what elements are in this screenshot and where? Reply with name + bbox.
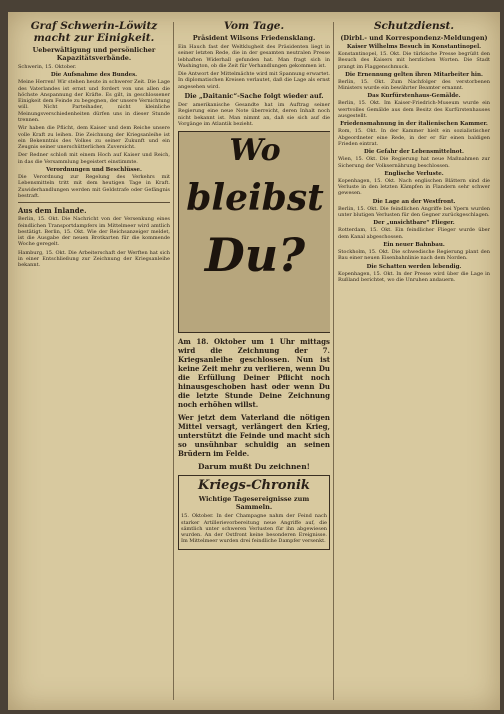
- news-paragraph: Konstantinopel, 15. Okt. Die türkische Presse begrüßt den Besuch des Kaisers mit herzlichen Worten. Die Stadt prangt im Flaggenschmuck.: [338, 51, 490, 70]
- dateline: Schwerin, 15. Oktober.: [18, 64, 77, 70]
- news-heading: Die Lage an der Westfront.: [372, 198, 456, 205]
- chronicle-subtitle: Wichtige Tagesereignisse zum Sammeln.: [198, 495, 310, 512]
- column-left: [18, 20, 170, 702]
- ad-text: Wer jetzt dem Vaterland die nötigen Mittel versagt, verlängert den Krieg, unterstützt die Feinde und macht sich so unsühnbar schuldig an seinen Brüdern im Felde.: [178, 413, 330, 459]
- newspaper-page: [8, 12, 500, 710]
- ad-title-word3: Du?: [204, 228, 306, 283]
- article-paragraph: Ein Hauch fast der Weltklugheit des Präsidenten liegt in seiner letzten Rede, die in der gesamten neutralen Presse lebhaften Widerhall gefunden hat. Man fragt sich in Washington, ob die Zeit für Verhandlungen gekommen ist.: [178, 44, 330, 69]
- news-paragraph: Kopenhagen, 15. Okt. In der Presse wird über die Lage in Rußland berichtet, wo die Unruhen andauern.: [338, 270, 490, 283]
- headline: Vom Tage.: [223, 20, 285, 32]
- news-heading: Die Schatten werden lebendig.: [366, 263, 462, 270]
- news-heading: Die Gefahr der Lebensmittelnot.: [364, 149, 464, 156]
- section-heading: Verordnungen und Beschlüsse.: [46, 167, 142, 174]
- article-paragraph: Berlin, 15. Okt. Die Nachricht von der Versenkung eines feindlichen Transportdampfers im Mittelmeer wird amtlich bestätigt. Berlin, 15. Okt. Wie der Reichsanzeiger meldet, ist die Ausgabe der neuen Brotkarten für die kommende Woche geregelt.: [18, 216, 170, 248]
- section-heading: Die Aufsnahme des Bundes.: [50, 72, 138, 79]
- news-paragraph: Kopenhagen, 15. Okt. Nach englischen Blättern sind die Verluste in den letzten Kämpfen in Flandern sehr schwer gewesen.: [338, 177, 490, 197]
- article-paragraph: Der amerikanische Gesandte hat im Auftrag seiner Regierung eine neue Note überreicht, deren Inhalt noch nicht bekannt ist. Man nimmt an, daß sie sich auf die Vorgänge im Atlantik bezieht.: [178, 102, 330, 127]
- chronicle-box: [178, 475, 330, 549]
- news-paragraph: Rom, 15. Okt. In der Kammer hielt ein sozialistischer Abgeordneter eine Rede, in der er für einen baldigen Frieden eintrat.: [338, 128, 490, 147]
- news-heading: Die Ernennung gelten ihren Mitarbeiter hin.: [345, 71, 483, 78]
- subheadline: Die „Daitanic“-Sache folgt wieder auf.: [184, 92, 324, 101]
- divider: [18, 202, 170, 203]
- news-heading: Ein neuer Bahnbau.: [383, 241, 445, 248]
- column-divider: [333, 22, 334, 700]
- news-heading: Das Kurfürstenhaus-Gemälde.: [367, 93, 461, 100]
- column-divider: [173, 22, 174, 700]
- section-heading: Aus dem Inlande.: [18, 206, 87, 216]
- news-paragraph: Rotterdam, 15. Okt. Ein feindlicher Flieger wurde über dem Kanal abgeschossen.: [338, 227, 490, 240]
- news-heading: Friedensmahnung in der italienischen Kammer.: [340, 121, 488, 128]
- column-middle: [178, 20, 330, 702]
- ad-title-word1: Wo: [229, 133, 281, 169]
- news-paragraph: Wien, 15. Okt. Die Regierung hat neue Maßnahmen zur Sicherung der Volksernährung beschlossen.: [338, 156, 490, 169]
- headline: Graf Schwerin-Löwitz: [30, 20, 158, 32]
- news-paragraph: Berlin, 15. Okt. Die feindlichen Angriffe bei Ypern wurden unter blutigen Verlusten für den Gegner zurückgeschlagen.: [338, 205, 490, 219]
- news-heading: Der „unsichtbare“ Flieger.: [373, 220, 455, 227]
- subheadline: (Dirbl.- und Korrespondenz-Meldungen): [340, 34, 488, 42]
- news-paragraph: Berlin, 15. Okt. Im Kaiser-Friedrich-Museum wurde ein wertvolles Gemälde aus dem Besitz des Kurfürstenhauses ausgestellt.: [338, 100, 490, 120]
- chronicle-text: 15. Oktober. In der Champagne nahm der Feind nach starker Artillerievorbereitung neue Angriffe auf, die sämtlich unter schweren Verlusten für ihn abgewiesen wurden. An der Ostfront keine besonderen Ereignisse. Im Mittelmeer wurden drei feindliche Dampfer versenkt.: [181, 513, 327, 545]
- headline-line2: macht zur Einigkeit.: [33, 32, 155, 44]
- article-paragraph: Meine Herren! Wir stehen heute in schwerer Zeit. Die Lage des Vaterlandes ist ernst und fordert von uns allen die höchste Anspannung der Kräfte. Es gilt, in geschlossener Einigkeit dem Feinde zu begegnen, der unsere Vernichtung will. Nicht Parteihader, nicht kleinliche Meinungsverschiedenheiten dürfen uns in dieser Stunde trennen.: [18, 79, 170, 123]
- article-paragraph: Die Verordnung zur Regelung des Verkehrs mit Lebensmitteln tritt mit dem heutigen Tage in Kraft. Zuwiderhandlungen werden mit Geldstrafe oder Gefängnis bestraft.: [18, 174, 170, 199]
- article-paragraph: Wir haben die Pflicht, dem Kaiser und dem Reiche unsere volle Kraft zu leihen. Die Zeichnung der Kriegsanleihe ist ein Bekenntnis des Volkes zu seiner Zukunft und ein Zeugnis seiner unerschütterlichen Zuversicht.: [18, 125, 170, 151]
- chronicle-title: Kriegs-Chronik: [198, 478, 310, 494]
- war-bond-advertisement: [178, 131, 330, 333]
- news-heading: Kaiser Wilhelms Besuch in Konstantinopel.: [346, 44, 482, 50]
- article-paragraph: Hamburg, 15. Okt. Die Arbeiterschaft der Werften hat sich in einer Entschließung zur Zeichnung der Kriegsanleihe bekannt.: [18, 249, 170, 269]
- headline: Schutzdienst.: [373, 20, 455, 32]
- intro-line: Ueberwältigung und persönlicher Kapazitätsverbände.: [32, 46, 156, 62]
- news-paragraph: Stockholm, 15. Okt. Die schwedische Regierung plant den Bau einer neuen Eisenbahnlinie nach dem Norden.: [338, 248, 490, 262]
- subheadline: Präsident Wilsons Friedensklang.: [192, 34, 316, 42]
- news-heading: Englische Verluste.: [384, 170, 444, 177]
- ad-text: Am 18. Oktober um 1 Uhr mittags wird die Zeichnung der 7. Kriegsanleihe geschlossen. Nun ist keine Zeit mehr zu verlieren, wenn Du die Erfüllung Deiner Pflicht noch hinausgeschoben hast oder wenn Du die letzte Stunde Deine Zeichnung noch erhöhen willst.: [178, 337, 330, 410]
- ad-title-word2: bleibst: [186, 177, 324, 220]
- column-right: [338, 20, 490, 702]
- news-paragraph: Berlin, 15. Okt. Zum Nachfolger des verstorbenen Ministers wurde ein bewährter Beamter ernannt.: [338, 78, 490, 92]
- article-paragraph: Die Antwort der Mittelmächte wird mit Spannung erwartet. In diplomatischen Kreisen verlautet, daß die Lage als ernst angesehen wird.: [178, 71, 330, 90]
- ad-call-to-action: Darum mußt Du zeichnen!: [198, 462, 310, 472]
- article-paragraph: Der Redner schloß mit einem Hoch auf Kaiser und Reich, in das die Versammlung begeistert einstimmte.: [18, 152, 170, 165]
